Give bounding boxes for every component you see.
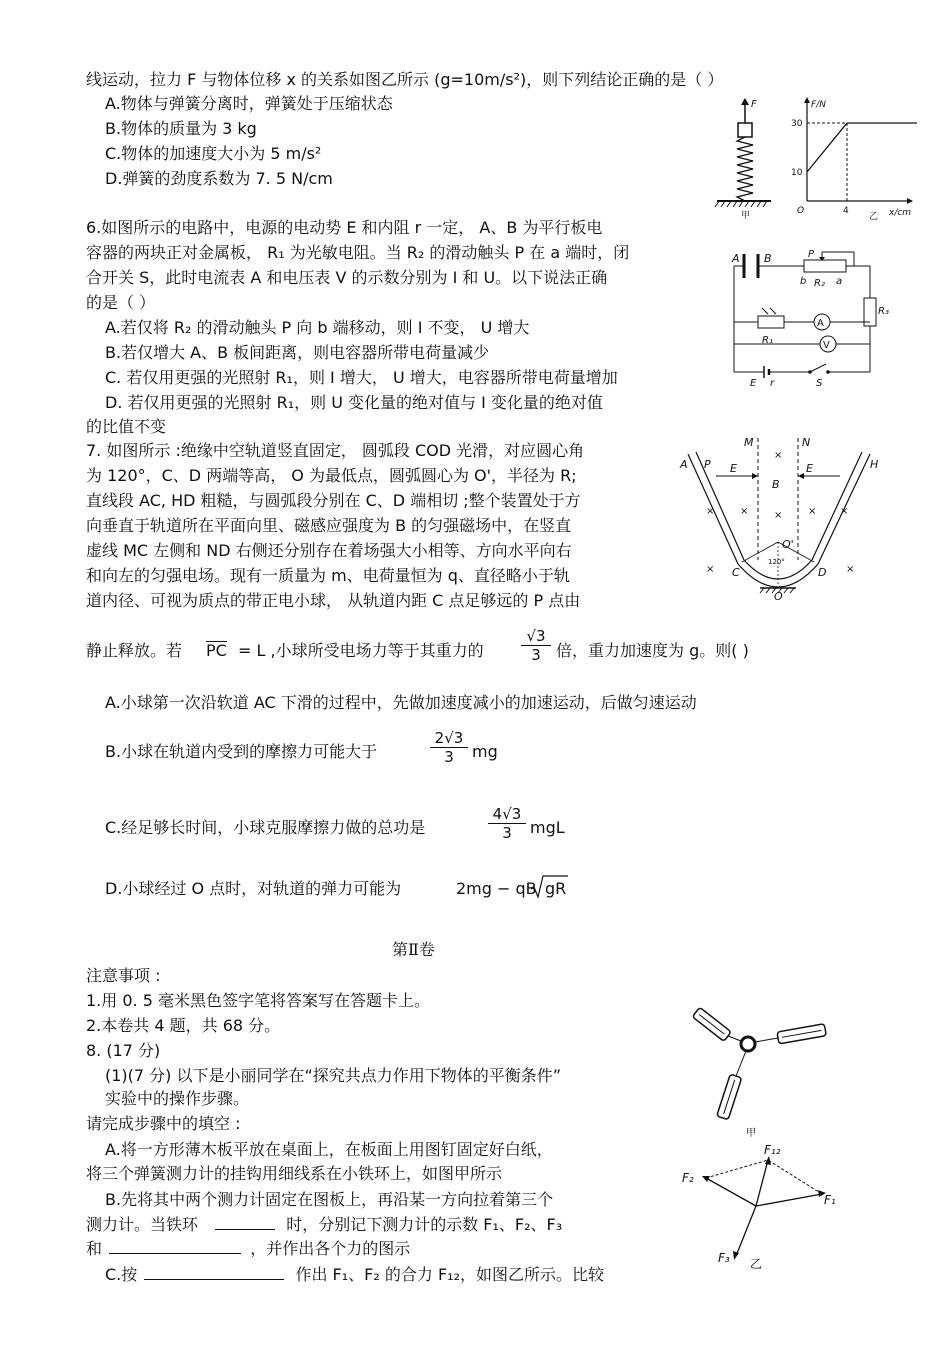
svg-text:120°: 120° — [768, 558, 785, 566]
q6-stem-4: 的是（ ） — [86, 293, 156, 312]
notes-title: 注意事项 : — [86, 966, 161, 985]
svg-text:A: A — [732, 252, 740, 265]
q6-stem-2: 容器的两块正对金属板， R₁ 为光敏电阻。当 R₂ 的滑动触头 P 在 a 端时，闭 — [86, 243, 630, 262]
q7-stem-5: 虚线 MC 左侧和 ND 右侧还分别存在着场强大小相等、方向水平向右 — [86, 541, 572, 560]
svg-text:×: × — [840, 506, 849, 517]
svg-text:×: × — [706, 506, 715, 517]
q5-force-graph — [785, 95, 925, 220]
q7-stem-7: 道内径、可视为质点的带正电小球， 从轨道内距 C 点足够远的 P 点由 — [86, 591, 581, 610]
svg-text:R₃: R₃ — [878, 306, 889, 317]
q7-pc-segment: PC — [206, 641, 227, 660]
q7-option-c-den: 3 — [502, 824, 512, 842]
q6-option-d-1: D. 若仅用更强的光照射 R₁，则 U 变化量的绝对值与 I 变化量的绝对值 — [105, 393, 603, 412]
q8-step-b-1: B.先将其中两个测力计固定在图板上，再沿某一方向拉着第三个 — [105, 1190, 554, 1209]
q8-step-a-1: A.将一方形薄木板平放在桌面上，在板面上用图钉固定好白纸， — [105, 1140, 553, 1159]
svg-text:×: × — [808, 506, 817, 517]
q8-part1-line1: (1)(7 分) 以下是小丽同学在“探究共点力作用下物体的平衡条件” — [105, 1066, 562, 1085]
svg-text:H: H — [870, 458, 879, 471]
q8-blank-1[interactable] — [215, 1214, 275, 1230]
part2-title: 第Ⅱ卷 — [392, 940, 435, 959]
svg-text:×: × — [706, 564, 715, 575]
svg-text:×: × — [740, 506, 749, 517]
q8-step-c-1-pre: C.按 — [105, 1265, 138, 1284]
q8-step-b-2-pre: 测力计。当铁环 — [86, 1215, 199, 1234]
q7-ratio-num: √3 — [521, 627, 551, 646]
svg-text:M: M — [744, 436, 754, 449]
svg-text:V: V — [823, 340, 830, 351]
svg-text:O': O' — [782, 538, 794, 551]
svg-text:30: 30 — [791, 119, 803, 129]
q7-option-b-tail: mg — [472, 742, 498, 761]
svg-text:F: F — [751, 99, 757, 110]
q7-stem-8-post: 倍，重力加速度为 g。则( ) — [556, 641, 749, 660]
q7-option-c-num: 4√3 — [488, 805, 526, 824]
svg-text:C: C — [732, 566, 740, 579]
svg-text:甲: 甲 — [746, 1128, 756, 1139]
svg-text:F₁₂: F₁₂ — [764, 1143, 781, 1157]
q7-option-a: A.小球第一次沿软道 AC 下滑的过程中，先做加速度减小的加速运动，后做匀速运动 — [105, 693, 697, 712]
q8-step-b-2 — [86, 1214, 562, 1235]
svg-text:4: 4 — [843, 206, 849, 216]
svg-text:P: P — [808, 249, 815, 260]
q8-blank-2[interactable] — [109, 1238, 241, 1254]
svg-text:P: P — [704, 458, 711, 471]
q7-option-b-num: 2√3 — [430, 729, 468, 748]
note-1: 1.用 0. 5 毫米黑色签字笔将答案写在答题卡上。 — [86, 991, 430, 1010]
svg-text:F/N: F/N — [811, 100, 826, 110]
svg-text:A: A — [680, 458, 688, 471]
q7-stem-3: 直线段 AC, HD 粗糙，与圆弧段分别在 C、D 端相切 ;整个装置处于方 — [86, 491, 581, 510]
svg-text:E: E — [730, 462, 737, 475]
svg-text:R₁: R₁ — [762, 335, 773, 346]
q8-heading: 8. (17 分) — [86, 1041, 161, 1060]
svg-text:×: × — [846, 564, 855, 575]
q7-track-diagram — [680, 432, 880, 607]
q6-circuit-diagram — [722, 248, 892, 388]
svg-text:B: B — [772, 478, 780, 491]
q8-step-b-2-post: 时，分别记下测力计的示数 F₁、F₂、F₃ — [286, 1215, 563, 1234]
svg-text:F₃: F₃ — [718, 1251, 730, 1265]
q5-option-a: A.物体与弹簧分离时，弹簧处于压缩状态 — [105, 94, 393, 113]
q8-step-b-3-post: ，并作出各个力的图示 — [250, 1239, 411, 1258]
q7-ratio-den: 3 — [531, 646, 541, 664]
q7-option-d-text: D.小球经过 O 点时，对轨道的弹力可能为 — [105, 879, 402, 898]
svg-text:×: × — [774, 450, 783, 461]
q8-step-b-3-pre: 和 — [86, 1239, 103, 1258]
q8-spring-scales-figure — [660, 990, 850, 1140]
q7-stem-4: 向垂直于轨道所在平面向里、磁感应强度为 B 的匀强磁场中，在竖直 — [86, 516, 572, 535]
svg-text:a: a — [836, 276, 843, 287]
q5-spring-figure — [705, 95, 775, 220]
q7-option-b-den: 3 — [444, 748, 454, 766]
q7-option-b-text: B.小球在轨道内受到的摩擦力可能大于 — [105, 742, 378, 761]
q7-option-c-text: C.经足够长时间，小球克服摩擦力做的总功是 — [105, 818, 426, 837]
svg-text:x/cm: x/cm — [889, 208, 912, 218]
svg-text:F₁: F₁ — [824, 1193, 836, 1207]
q7-option-d-root: gR — [545, 879, 567, 898]
svg-text:×: × — [774, 510, 783, 521]
svg-text:乙: 乙 — [869, 212, 879, 222]
q6-option-b: B.若仅增大 A、B 板间距离，则电容器所带电荷量减少 — [105, 343, 490, 362]
q7-stem-8-pre: 静止释放。若 — [86, 641, 183, 660]
svg-text:R₂: R₂ — [814, 278, 825, 289]
svg-text:A: A — [817, 318, 824, 329]
q8-step-c-1 — [105, 1264, 604, 1285]
svg-text:E: E — [806, 462, 813, 475]
svg-text:甲: 甲 — [741, 211, 751, 221]
q8-fill-instruction: 请完成步骤中的填空 : — [86, 1114, 241, 1133]
q7-stem-6: 和向左的匀强电场。现有一质量为 m、电荷量恒为 q、直径略小于轨 — [86, 566, 570, 585]
q7-option-c-fraction — [488, 805, 526, 842]
q5-option-c: C.物体的加速度大小为 5 m/s² — [105, 144, 322, 163]
note-2: 2.本卷共 4 题，共 68 分。 — [86, 1016, 281, 1035]
q7-stem-8-eq: = L ,小球所受电场力等于其重力的 — [238, 641, 484, 660]
q8-step-b-3 — [86, 1238, 410, 1259]
q8-force-diagram — [676, 1143, 846, 1278]
q7-option-d-expr: 2mg − qB — [456, 879, 537, 898]
q8-step-c-1-post: 作出 F₁、F₂ 的合力 F₁₂，如图乙所示。比较 — [295, 1265, 604, 1284]
svg-text:10: 10 — [791, 168, 803, 178]
q5-stem: 线运动，拉力 F 与物体位移 x 的关系如图乙所示 (g=10m/s²)，则下列结论正确的是（ ） — [86, 70, 724, 89]
svg-text:N: N — [802, 436, 811, 449]
q7-ratio-fraction — [521, 627, 551, 664]
q5-option-d: D.弹簧的劲度系数为 7. 5 N/cm — [105, 169, 333, 188]
svg-text:E: E — [750, 378, 757, 389]
svg-text:O: O — [774, 590, 783, 603]
svg-text:O: O — [797, 206, 805, 216]
svg-text:F₂: F₂ — [682, 1171, 694, 1185]
svg-text:S: S — [816, 378, 823, 389]
q6-stem-1: 6.如图所示的电路中，电源的电动势 E 和内阻 r 一定， A、B 为平行板电 — [86, 218, 603, 237]
svg-text:b: b — [800, 276, 807, 287]
q8-step-a-2: 将三个弹簧测力计的挂钩用细线系在小铁环上，如图甲所示 — [86, 1164, 503, 1183]
q6-option-a: A.若仅将 R₂ 的滑动触头 P 向 b 端移动，则 I 不变， U 增大 — [105, 318, 530, 337]
svg-text:乙: 乙 — [750, 1257, 763, 1271]
q6-stem-3: 合开关 S，此时电流表 A 和电压表 V 的示数分别为 I 和 U。以下说法正确 — [86, 268, 608, 287]
q7-stem-2: 为 120°，C、D 两端等高， O 为最低点，圆弧圆心为 O'，半径为 R; — [86, 466, 577, 485]
q6-option-c: C. 若仅用更强的光照射 R₁，则 I 增大， U 增大，电容器所带电荷量增加 — [105, 368, 618, 387]
svg-text:B: B — [764, 252, 772, 265]
q6-option-d-2: 的比值不变 — [86, 417, 167, 436]
q8-blank-3[interactable] — [144, 1264, 284, 1280]
q7-option-b-fraction — [430, 729, 468, 766]
q7-option-c-tail: mgL — [530, 818, 565, 837]
q7-stem-1: 7. 如图所示 :绝缘中空轨道竖直固定， 圆弧段 COD 光滑，对应圆心角 — [86, 441, 585, 460]
q5-option-b: B.物体的质量为 3 kg — [105, 119, 257, 138]
q8-part1-line2: 实验中的操作步骤。 — [105, 1089, 250, 1108]
svg-text:D: D — [818, 566, 827, 579]
svg-text:r: r — [770, 378, 775, 389]
